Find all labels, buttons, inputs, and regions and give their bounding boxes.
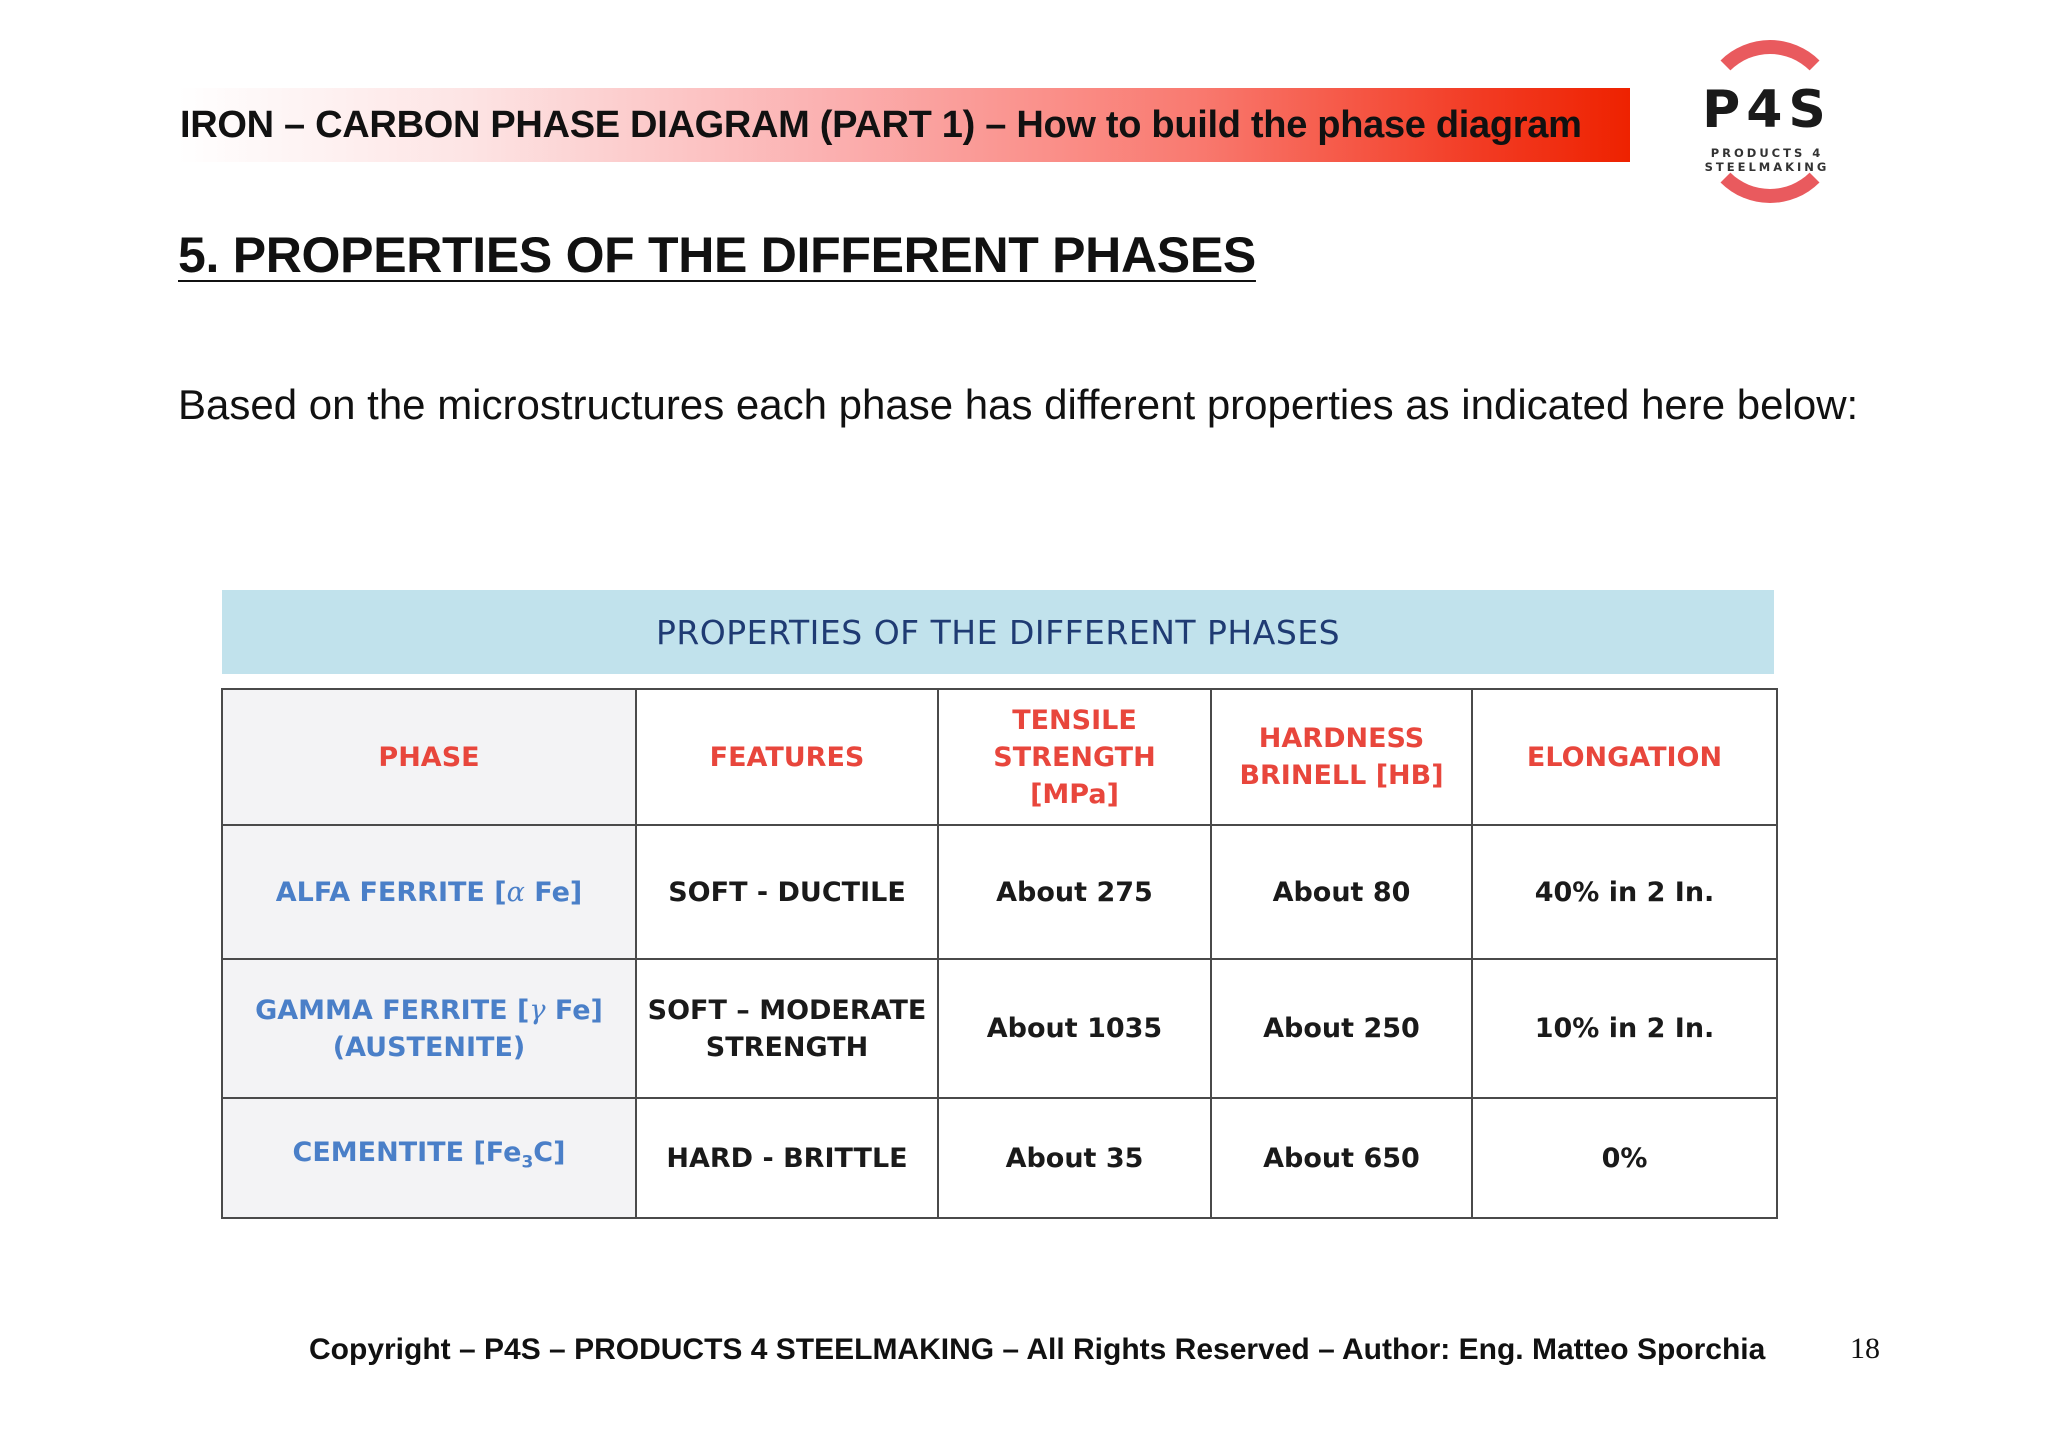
phase-cell bbox=[222, 1098, 636, 1218]
table-row bbox=[222, 959, 1777, 1098]
table-banner bbox=[222, 590, 1774, 674]
phase-subscript: 3 bbox=[521, 1152, 534, 1173]
hardness-cell: About 250 bbox=[1211, 959, 1472, 1098]
tensile-cell: About 275 bbox=[938, 825, 1211, 959]
header-hardness: HARDNESS BRINELL [HB] bbox=[1211, 689, 1472, 825]
table-header-row bbox=[222, 689, 1777, 825]
logo-subtitle: PRODUCTS 4 STEELMAKING bbox=[1704, 146, 1830, 174]
page-number: 18 bbox=[1850, 1332, 1880, 1365]
phase-name-tail: C] bbox=[533, 1137, 566, 1169]
intro-paragraph: Based on the microstructures each phase has different properties as indicated here below: bbox=[178, 381, 1859, 428]
elongation-cell: 10% in 2 In. bbox=[1472, 959, 1777, 1098]
phase-symbol: α bbox=[506, 876, 525, 908]
phase-name-tail: Fe] bbox=[545, 994, 603, 1026]
phase-name: ALFA FERRITE [ bbox=[275, 876, 507, 908]
features-cell: SOFT – MODERATE STRENGTH bbox=[636, 959, 938, 1098]
features-cell: SOFT - DUCTILE bbox=[636, 825, 938, 959]
header-phase: PHASE bbox=[222, 689, 636, 825]
header-elongation: ELONGATION bbox=[1472, 689, 1777, 825]
header-features: FEATURES bbox=[636, 689, 938, 825]
tensile-cell: About 1035 bbox=[938, 959, 1211, 1098]
header-bar bbox=[178, 88, 1630, 162]
hardness-cell: About 80 bbox=[1211, 825, 1472, 959]
phase-cell bbox=[222, 825, 636, 959]
phase-name: GAMMA FERRITE [ bbox=[255, 994, 530, 1026]
hardness-cell: About 650 bbox=[1211, 1098, 1472, 1218]
table-banner-title: PROPERTIES OF THE DIFFERENT PHASES bbox=[655, 612, 1341, 652]
phase-name-tail: Fe] bbox=[524, 876, 583, 908]
p4s-logo bbox=[1648, 38, 1886, 208]
phase-cell bbox=[222, 959, 636, 1098]
header-tensile: TENSILE STRENGTH [MPa] bbox=[938, 689, 1211, 825]
phase-symbol: γ bbox=[529, 994, 546, 1026]
phase-properties-table bbox=[221, 688, 1778, 1219]
elongation-cell: 0% bbox=[1472, 1098, 1777, 1218]
logo-mark: P4S bbox=[1702, 80, 1832, 140]
table-row bbox=[222, 825, 1777, 959]
features-cell: HARD - BRITTLE bbox=[636, 1098, 938, 1218]
footer-copyright: Copyright – P4S – PRODUCTS 4 STEELMAKING – All Rights Reserved – Author: Eng. Matteo Sporchia bbox=[309, 1333, 1766, 1366]
section-heading: 5. PROPERTIES OF THE DIFFERENT PHASES bbox=[178, 227, 1256, 283]
elongation-cell: 40% in 2 In. bbox=[1472, 825, 1777, 959]
phase-alias: (AUSTENITE) bbox=[332, 1031, 526, 1063]
phase-name: CEMENTITE [Fe bbox=[292, 1137, 522, 1169]
tensile-cell: About 35 bbox=[938, 1098, 1211, 1218]
document-title: IRON – CARBON PHASE DIAGRAM (PART 1) – How to build the phase diagram bbox=[180, 103, 1582, 146]
table-row bbox=[222, 1098, 1777, 1218]
